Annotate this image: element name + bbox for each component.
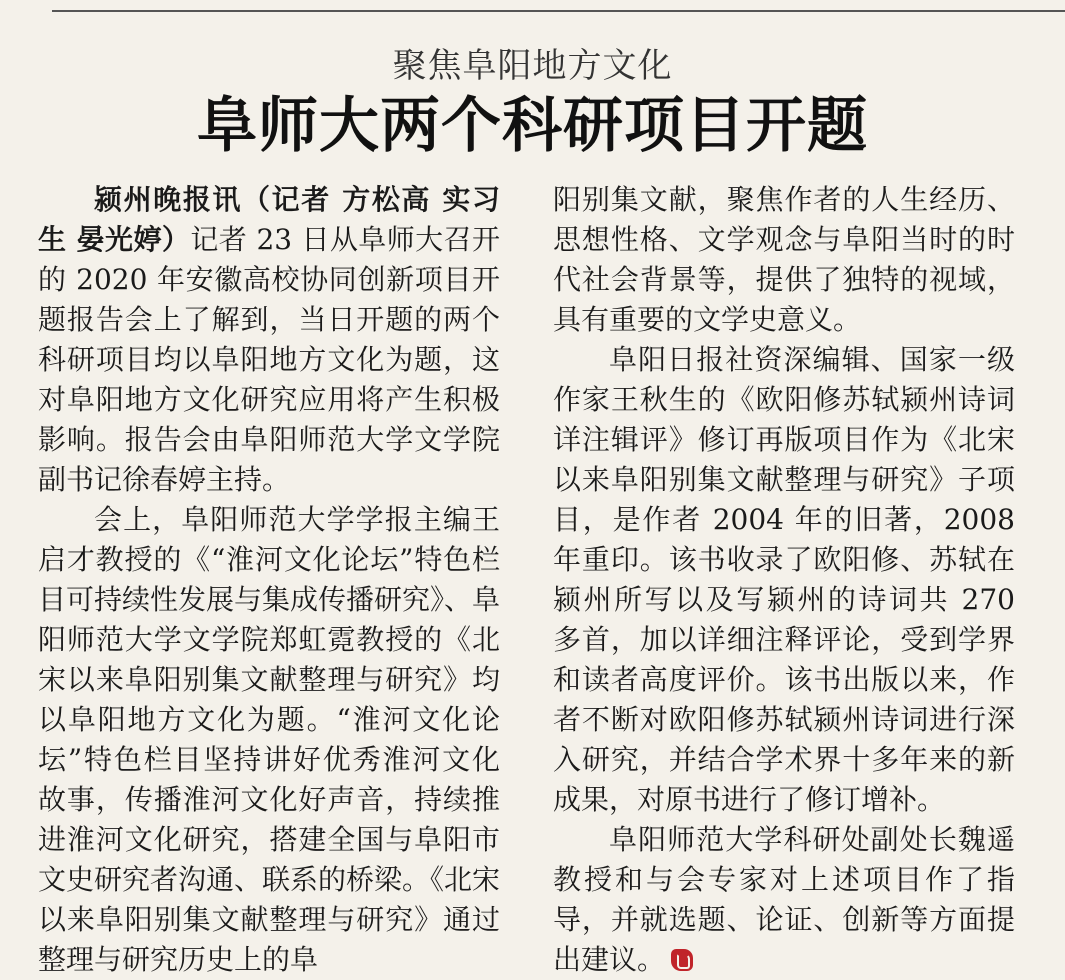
paragraph-4-text: 阜阳师范大学科研处副处长魏遥教授和与会专家对上述项目作了指导，并就选题、论证、创新等方面提出建议。 <box>553 823 1015 976</box>
dateline-lead-in: 颍州晚报讯（记者 方松高 实习生 晏光婷） <box>38 183 500 256</box>
article-paragraph-3: 阜阳日报社资深编辑、国家一级作家王秋生的《欧阳修苏轼颍州诗词详注辑评》修订再版项目作为《北宋以来阜阳别集文献整理与研究》子项目，是作者 2004 年的旧著，2008 年重印。该书收录了欧阳修、苏轼在颍州所写以及写颍州的诗词共 270 多首，加以详细注释评论，受到学界和读者高度评价。该书出版以来，作者不断对欧阳修苏轼颍州诗词进行深入研究，并结合学术界十多年来的新成果，对原书进行了修订增补。 <box>553 343 1015 816</box>
article-column-left <box>38 180 500 980</box>
headline-title: 阜师大两个科研项目开题 <box>197 91 868 161</box>
article-paragraph-4 <box>553 820 1015 980</box>
headline-subtitle: 聚焦阜阳地方文化 <box>392 46 673 86</box>
paragraph-1-text: 记者 23 日从阜师大召开的 2020 年安徽高校协同创新项目开题报告会上了解到，当日开题的两个科研项目均以阜阳地方文化为题，这对阜阳地方文化研究应用将产生积极影响。报告会由阜阳师范大学文学院副书记徐春婷主持。 <box>38 223 501 496</box>
article-column-right <box>553 180 1015 980</box>
article-paragraph-2: 会上，阜阳师范大学学报主编王启才教授的《“淮河文化论坛”特色栏目可持续性发展与集成传播研究》、阜阳师范大学文学院郑虹霓教授的《北宋以来阜阳别集文献整理与研究》均以阜阳地方文化为题。“淮河文化论坛”特色栏目坚持讲好优秀淮河文化故事，传播淮河文化好声音，持续推进淮河文化研究，搭建全国与阜阳市文史研究者沟通、联系的桥梁。《北宋以来阜阳别集文献整理与研究》通过整理与研究历史上的阜 <box>38 503 501 976</box>
article-paragraph-2-continued: 阳别集文献，聚焦作者的人生经历、思想性格、文学观念与阜阳当时的时代社会背景等，提供了独特的视域，具有重要的文学史意义。 <box>553 183 1015 336</box>
newspaper-end-seal-icon <box>671 949 693 971</box>
article-paragraph-1 <box>38 180 500 500</box>
top-rule <box>52 10 1065 12</box>
